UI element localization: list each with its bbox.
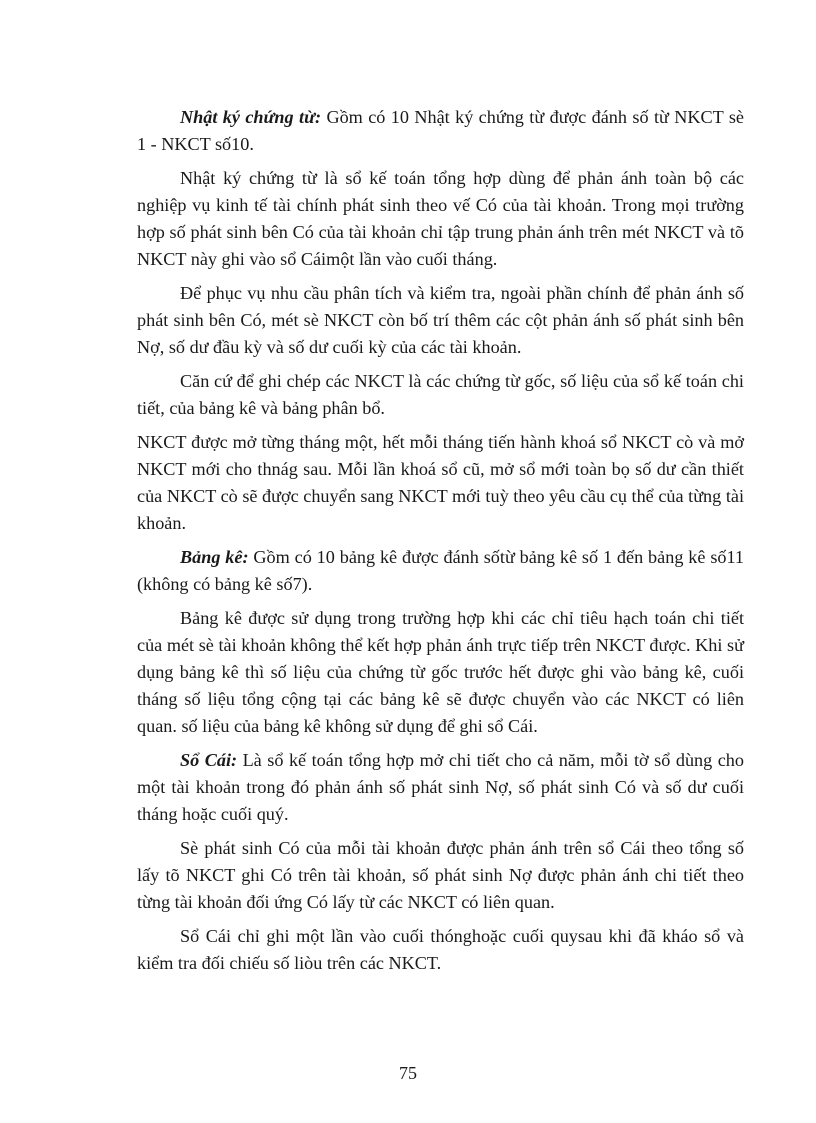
paragraph-text: Là sổ kế toán tổng hợp mở chi tiết cho cả năm, mỗi tờ sổ dùng cho một tài khoản trong đó phản ánh số phát sinh Nợ, số phát sinh Có và số dư cuối tháng hoặc cuối quý. — [137, 750, 744, 824]
paragraph-nkct-columns — [137, 280, 744, 361]
term-heading: Bảng kê: — [180, 547, 249, 567]
paragraph-text: Gồm có 10 bảng kê được đánh sốtừ bảng kê số 1 đến bảng kê số11 (không có bảng kê số7). — [137, 547, 745, 594]
page-number: 75 — [399, 1063, 417, 1083]
paragraph-text: Gồm có 10 Nhật ký chứng từ được đánh số từ NKCT sè 1 - NKCT số10. — [137, 107, 744, 154]
paragraph-bang-ke-usage — [137, 605, 744, 740]
paragraph-text: Để phục vụ nhu cầu phân tích và kiểm tra, ngoài phần chính để phản ánh số phát sinh bên Có, mét sè NKCT còn bố trí thêm các cột phản ánh số phát sinh bên Nợ, số dư đầu kỳ và số dư cuối kỳ của các tài khoản. — [137, 283, 744, 357]
paragraph-nkct-sources — [137, 368, 744, 422]
paragraph-text: Bảng kê được sử dụng trong trường hợp khi các chỉ tiêu hạch toán chi tiết của mét sè tài khoản không thể kết hợp phản ánh trực tiếp trên NKCT được. Khi sử dụng bảng kê thì số liệu của chứng từ gốc trước hết được ghi vào bảng kê, cuối tháng số liệu tổng cộng tại các bảng kê sẽ được chuyển vào các NKCT có liên quan. số liệu của bảng kê không sử dụng để ghi sổ Cái. — [137, 608, 744, 736]
document-body — [137, 104, 744, 984]
paragraph-text: Căn cứ để ghi chép các NKCT là các chứng từ gốc, số liệu của sổ kế toán chi tiết, của bảng kê và bảng phân bổ. — [137, 371, 744, 418]
paragraph-so-cai-frequency — [137, 923, 744, 977]
term-heading: Nhật ký chứng từ: — [180, 107, 322, 127]
paragraph-text: Nhật ký chứng từ là sổ kế toán tổng hợp dùng để phản ánh toàn bộ các nghiệp vụ kinh tế tài chính phát sinh theo vế Có của tài khoản. Trong mọi trường hợp số phát sinh bên Có của tài khoản chỉ tập trung phản ánh trên mét NKCT và tõ NKCT này ghi vào sổ Cáimột lần vào cuối tháng. — [137, 168, 744, 269]
paragraph-text: Sè phát sinh Có của mỗi tài khoản được phản ánh trên sổ Cái theo tổng số lấy tõ NKCT ghi Có trên tài khoản, số phát sinh Nợ được phản ánh chi tiết theo từng tài khoản đối ứng Có lấy từ các NKCT có liên quan. — [137, 838, 744, 912]
paragraph-text: Sổ Cái chỉ ghi một lần vào cuối thónghoặc cuối quysau khi đã kháo sổ và kiểm tra đối chiếu số liòu trên các NKCT. — [137, 926, 744, 973]
paragraph-so-cai-posting — [137, 835, 744, 916]
paragraph-nkct-monthly — [137, 429, 744, 537]
paragraph-bang-ke-definition — [137, 544, 744, 598]
term-heading: Sổ Cái: — [180, 750, 238, 770]
paragraph-nkct-purpose — [137, 165, 744, 273]
paragraph-nhat-ky-chung-tu-definition — [137, 104, 744, 158]
paragraph-text: NKCT được mở từng tháng một, hết mỗi tháng tiến hành khoá sổ NKCT cò và mở NKCT mới cho thnág sau. Mỗi lần khoá sổ cũ, mở sổ mới toàn bọ số dư cần thiết của NKCT cò sẽ được chuyển sang NKCT mới tuỳ theo yêu cầu cụ thể của từng tài khoản. — [137, 432, 744, 533]
paragraph-so-cai-definition — [137, 747, 744, 828]
